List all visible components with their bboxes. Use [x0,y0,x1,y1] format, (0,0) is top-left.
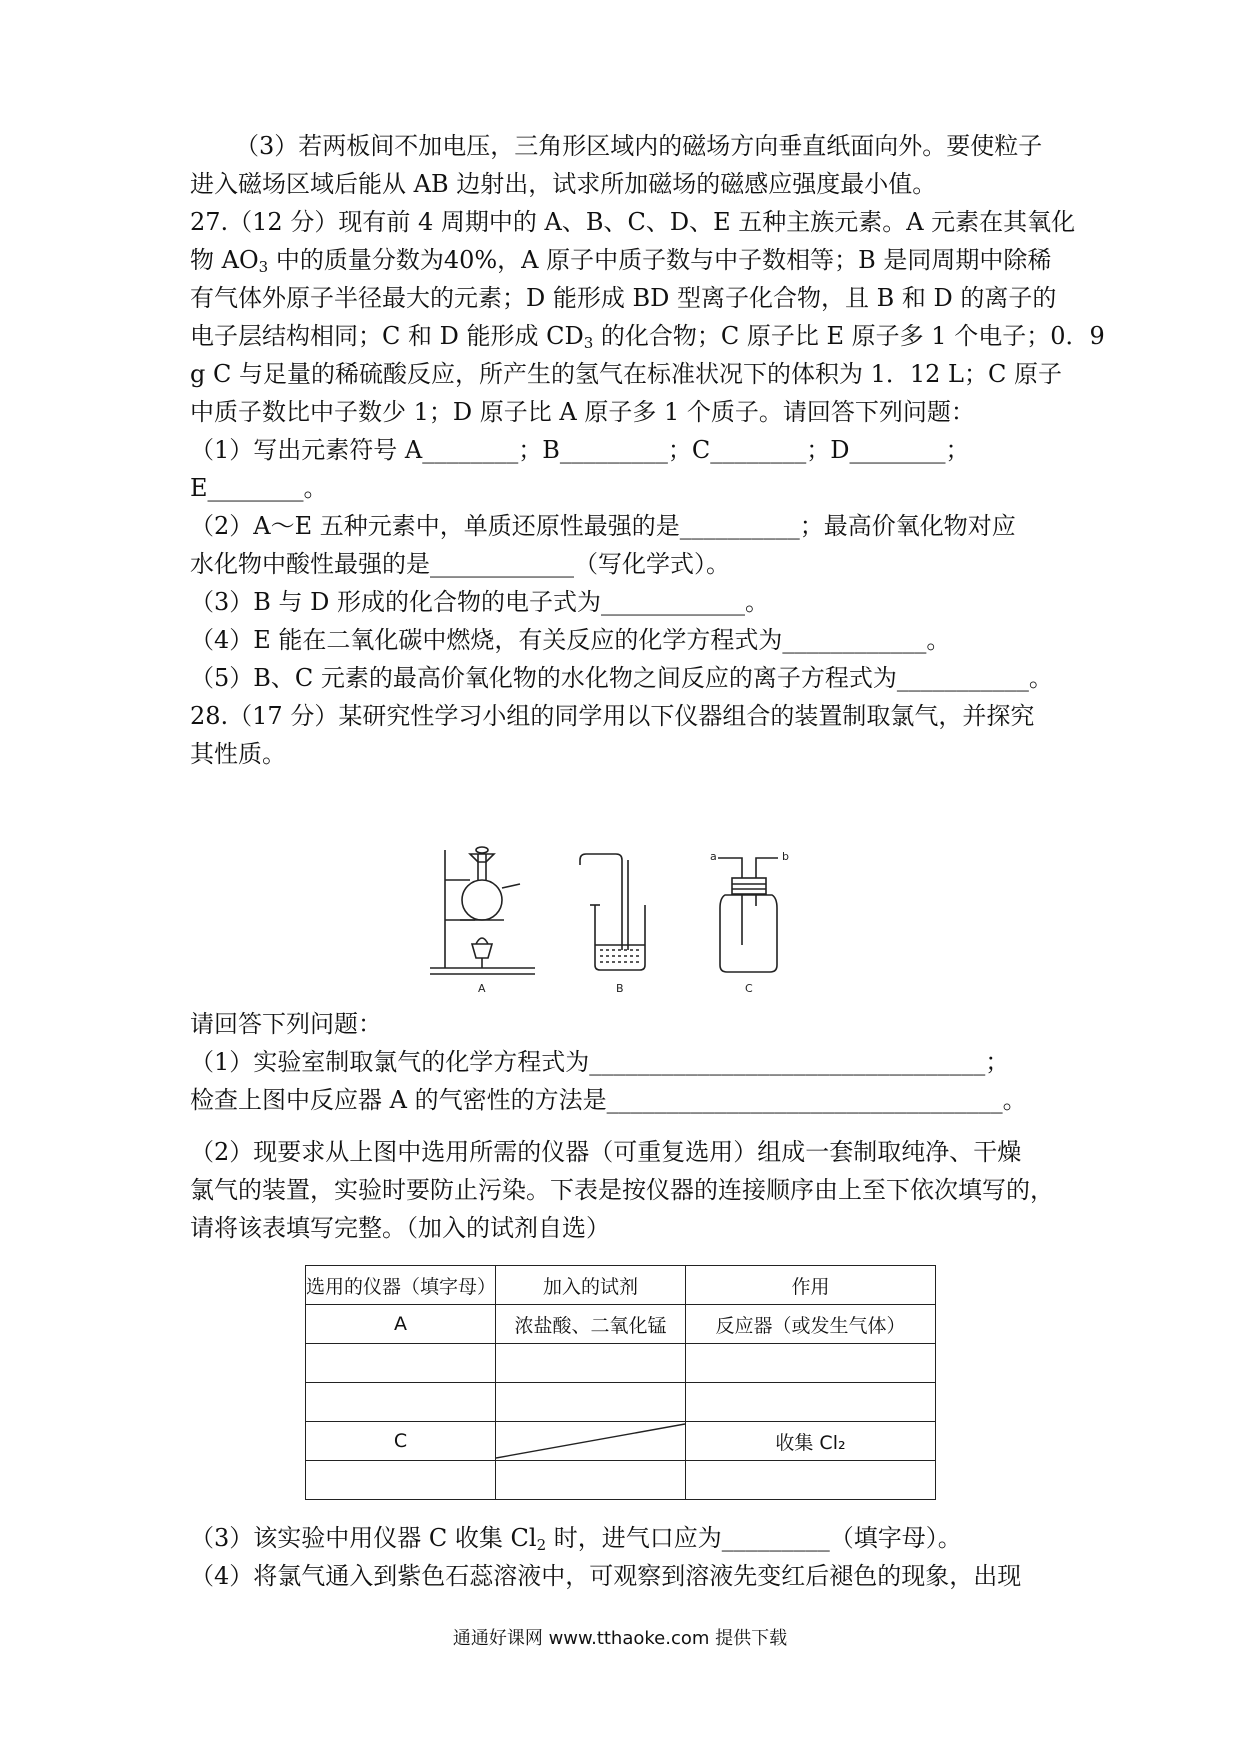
q28-line1: 28.（17 分）某研究性学习小组的同学用以下仪器组合的装置制取氯气，并探究 [190,702,1035,730]
header-instrument: 选用的仪器（填字母） [306,1266,496,1305]
reagent-table [305,1265,935,1510]
q28-2-line3: 请将该表填写完整。（加入的试剂自选） [190,1214,610,1242]
apparatus-b-drawing [580,854,645,970]
table-cell: C [306,1422,496,1461]
table-cell: 反应器（或发生气体） [686,1305,936,1344]
table-cell [306,1344,496,1383]
q27-5-line: （5）B、C 元素的最高价氧化物的水化物之间反应的离子方程式为___________。 [190,664,1053,692]
table-cell: 浓盐酸、二氧化锰 [496,1305,686,1344]
q27-1-line2: E________。 [190,474,328,502]
q26-3-line1: （3）若两板间不加电压，三角形区域内的磁场方向垂直纸面向外。要使粒子 [235,132,1043,160]
table-cell-crossed-out [496,1422,686,1461]
q28-3-line: （3）该实验中用仪器 C 收集 $Cl_2$ 时，进气口应为_________（填字母）。 [190,1524,962,1554]
header-function: 作用 [686,1266,936,1305]
q27-3-line: （3）B 与 D 形成的化合物的电子式为____________。 [190,588,770,616]
table-cell [496,1383,686,1422]
apparatus-a-drawing [430,847,535,974]
q27-line4: 电子层结构相同；C 和 D 能形成 $CD_3$ 的化合物；C 原子比 E 原子多 1 个电子；0．9 [190,322,1105,352]
q27-1-line1: （1）写出元素符号 A________；B_________；C________；D________； [190,436,970,464]
q28-2-line1: （2）现要求从上图中选用所需的仪器（可重复选用）组成一套制取纯净、干燥 [190,1138,1022,1166]
q28-4-line: （4）将氯气通入到紫色石蕊溶液中，可观察到溶液先变红后褪色的现象，出现 [190,1562,1022,1590]
port-b-label: b [782,850,789,863]
table-cell [686,1383,936,1422]
table-cell [686,1344,936,1383]
table-row [306,1461,936,1500]
table-row [306,1422,936,1461]
port-a-label: a [710,850,717,863]
apparatus-c-drawing [718,858,778,972]
q28-2-line2: 氯气的装置，实验时要防止污染。下表是按仪器的连接顺序由上至下依次填写的， [190,1176,1054,1204]
q27-4-line: （4）E 能在二氧化碳中燃烧，有关反应的化学方程式为____________。 [190,626,951,654]
table-cell [496,1344,686,1383]
table-cell [306,1461,496,1500]
table-cell [306,1383,496,1422]
diagonal-strike [496,1422,685,1460]
q27-line2: 物 $AO_3$ 中的质量分数为40%，A 原子中质子数与中子数相等；B 是同周期中除稀 [190,246,1052,276]
q28-1-line2: 检查上图中反应器 A 的气密性的方法是_________________________________。 [190,1086,1027,1114]
table-row [306,1305,936,1344]
apparatus-diagram [420,840,840,1000]
table-header-row [306,1266,936,1305]
q28-line2: 其性质。 [190,740,286,768]
q27-line6: 中质子数比中子数少 1；D 原子比 A 原子多 1 个质子。请回答下列问题： [190,398,975,426]
q27-2-line2: 水化物中酸性最强的是____________（写化学式）。 [190,550,730,578]
q26-3-line2: 进入磁场区域后能从 AB 边射出，试求所加磁场的磁感应强度最小值。 [190,170,937,198]
apparatus-c-label: C [745,982,753,995]
table-cell [496,1461,686,1500]
q27-line5: g C 与足量的稀硫酸反应，所产生的氢气在标准状况下的体积为 1．12 L；C 原子 [190,360,1062,388]
table-cell: A [306,1305,496,1344]
q27-line3: 有气体外原子半径最大的元素；D 能形成 BD 型离子化合物，且 B 和 D 的离子的 [190,284,1057,312]
q28-1-line1: （1）实验室制取氯气的化学方程式为_________________________________； [190,1048,1010,1076]
apparatus-b-label: B [616,982,624,995]
header-reagent: 加入的试剂 [496,1266,686,1305]
apparatus-a-label: A [478,982,486,995]
q28-prompt: 请回答下列问题： [190,1010,382,1038]
table-cell: 收集 Cl₂ [686,1422,936,1461]
q27-2-line1: （2）A～E 五种元素中，单质还原性最强的是__________；最高价氧化物对应 [190,512,1016,540]
table-row [306,1344,936,1383]
table-row [306,1383,936,1422]
q27-line1: 27.（12 分）现有前 4 周期中的 A、B、C、D、E 五种主族元素。A 元素在其氧化 [190,208,1076,236]
footer-credit: 通通好课网 www.tthaoke.com 提供下载 [452,1628,788,1649]
table-cell [686,1461,936,1500]
